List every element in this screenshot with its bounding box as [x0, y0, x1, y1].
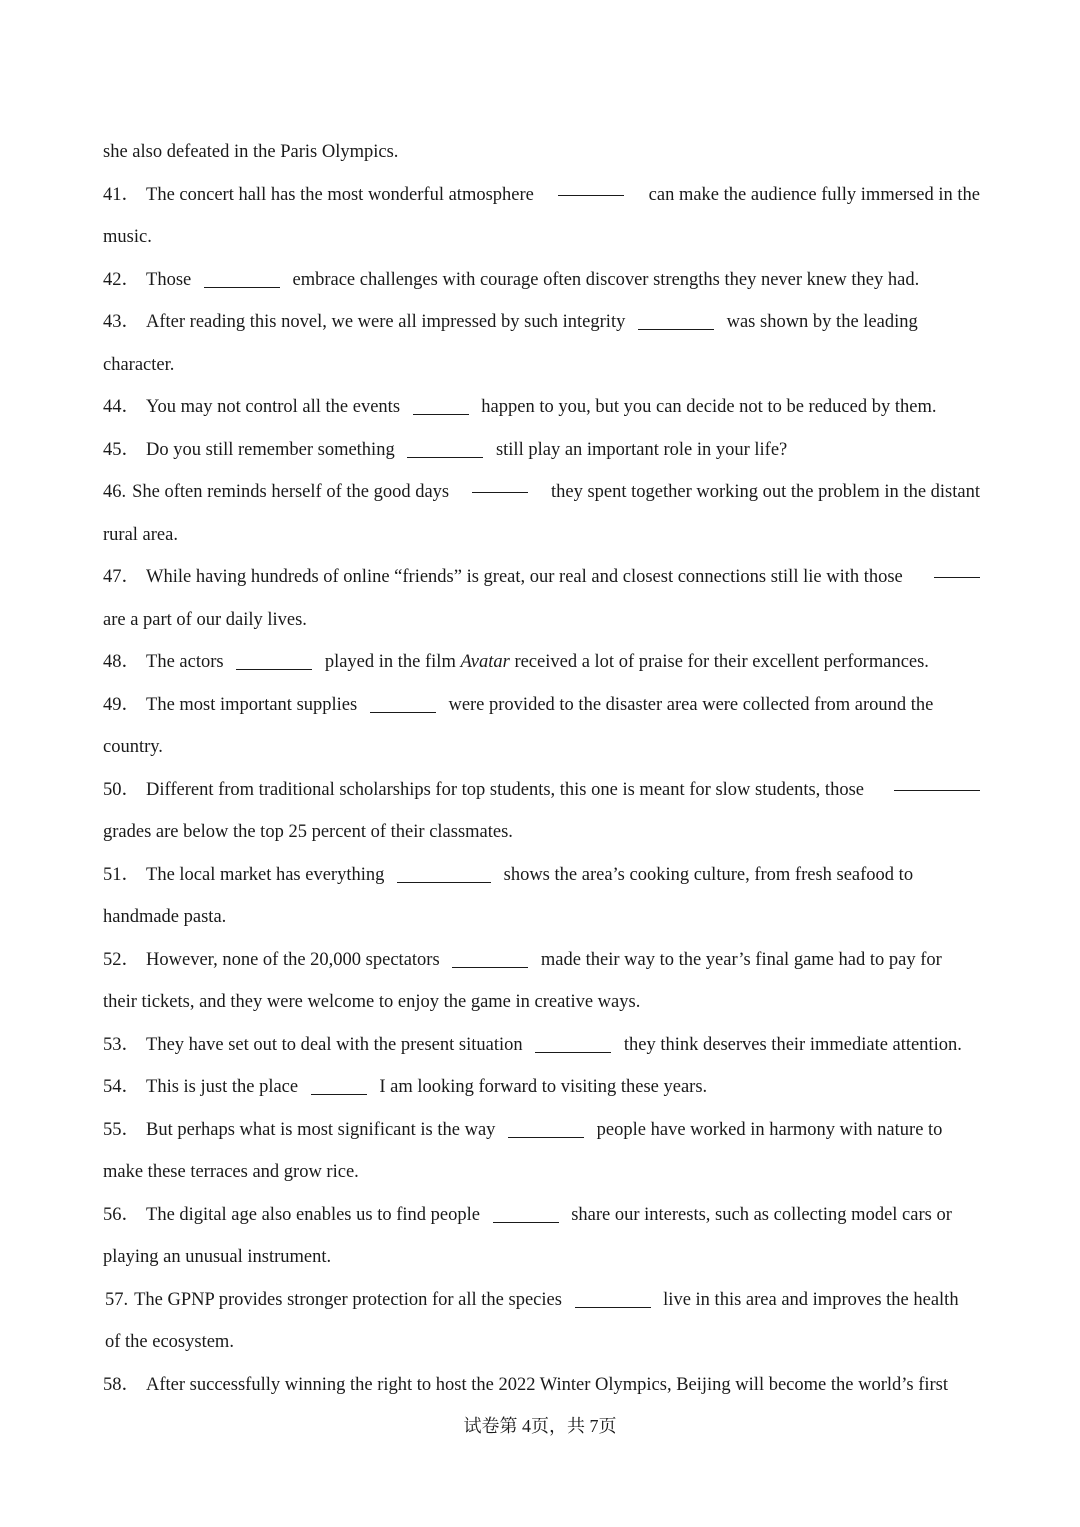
question-44: 44． You may not control all the events happen to you, but you can decide not to be reduced by them. — [103, 397, 937, 417]
question-53: 53． They have set out to deal with the present situation they think deserves their immediate attention. — [103, 1034, 962, 1055]
answer-blank[interactable] — [311, 1093, 367, 1095]
answer-blank[interactable] — [535, 1051, 611, 1053]
text-line: their tickets, and they were welcome to enjoy the game in creative ways. — [103, 992, 641, 1012]
film-title: Avatar — [460, 652, 510, 672]
question-49: 49． The most important supplies were provided to the disaster area were collected from around the — [103, 694, 934, 715]
answer-blank[interactable] — [370, 711, 436, 713]
question-47: 47． While having hundreds of online “friends” is great, our real and closest connections still lie with those — [103, 556, 980, 599]
text-line: country. — [103, 737, 163, 757]
text-line: she also defeated in the Paris Olympics. — [103, 142, 399, 162]
text-line: playing an unusual instrument. — [103, 1247, 332, 1267]
text-line: character. — [103, 354, 175, 375]
answer-blank[interactable] — [407, 456, 483, 458]
answer-blank[interactable] — [508, 1136, 584, 1138]
answer-blank[interactable] — [452, 966, 528, 968]
question-51: 51． The local market has everything shows the area’s cooking culture, from fresh seafood to — [103, 864, 914, 885]
question-58: 58． After successfully winning the right to host the 2022 Winter Olympics, Beijing will become the world’s first — [103, 1374, 949, 1395]
answer-blank[interactable] — [397, 881, 491, 883]
question-46: 46. She often reminds herself of the good days they spent together working out the problem in the distant — [103, 482, 980, 502]
text-line: grades are below the top 25 percent of their classmates. — [103, 822, 513, 842]
text-line: are a part of our daily lives. — [103, 609, 307, 630]
text-line: of the ecosystem. — [105, 1332, 234, 1352]
answer-blank[interactable] — [575, 1306, 651, 1308]
question-42: 42． Those embrace challenges with courage often discover strengths they never knew they had. — [103, 269, 920, 290]
question-52: 52． However, none of the 20,000 spectators made their way to the year’s final game had to pay for — [103, 949, 942, 970]
question-57: 57. The GPNP provides stronger protection for all the species live in this area and improves the health — [105, 1289, 959, 1310]
question-43: 43． After reading this novel, we were all impressed by such integrity was shown by the leading — [103, 312, 918, 332]
text-line: rural area. — [103, 524, 178, 545]
question-55: 55． But perhaps what is most significant is the way people have worked in harmony with nature to — [103, 1119, 943, 1140]
page-footer: 试卷第 4页，共 7页 — [463, 1416, 617, 1436]
question-56: 56． The digital age also enables us to find people share our interests, such as collecting model cars or — [103, 1204, 952, 1225]
text-line: make these terraces and grow rice. — [103, 1162, 359, 1182]
answer-blank[interactable] — [204, 286, 280, 288]
question-45: 45． Do you still remember something still play an important role in your life? — [103, 439, 788, 460]
question-54: 54． This is just the place I am looking forward to visiting these years. — [103, 1077, 708, 1097]
question-50: 50． Different from traditional scholarships for top students, this one is meant for slow students, those — [103, 769, 980, 812]
question-list — [103, 131, 980, 1406]
answer-blank[interactable] — [638, 328, 714, 330]
answer-blank[interactable] — [934, 576, 980, 578]
answer-blank[interactable] — [236, 668, 312, 670]
question-41: 41． The concert hall has the most wonderful atmosphere can make the audience fully immersed in the — [103, 184, 980, 205]
question-48: 48． The actors played in the film Avatar received a lot of praise for their excellent performances. — [103, 652, 929, 672]
answer-blank[interactable] — [472, 491, 528, 493]
answer-blank[interactable] — [558, 194, 624, 196]
text-line: music. — [103, 227, 152, 247]
text-line: handmade pasta. — [103, 907, 227, 927]
answer-blank[interactable] — [413, 413, 469, 415]
answer-blank[interactable] — [894, 789, 980, 791]
answer-blank[interactable] — [493, 1221, 559, 1223]
